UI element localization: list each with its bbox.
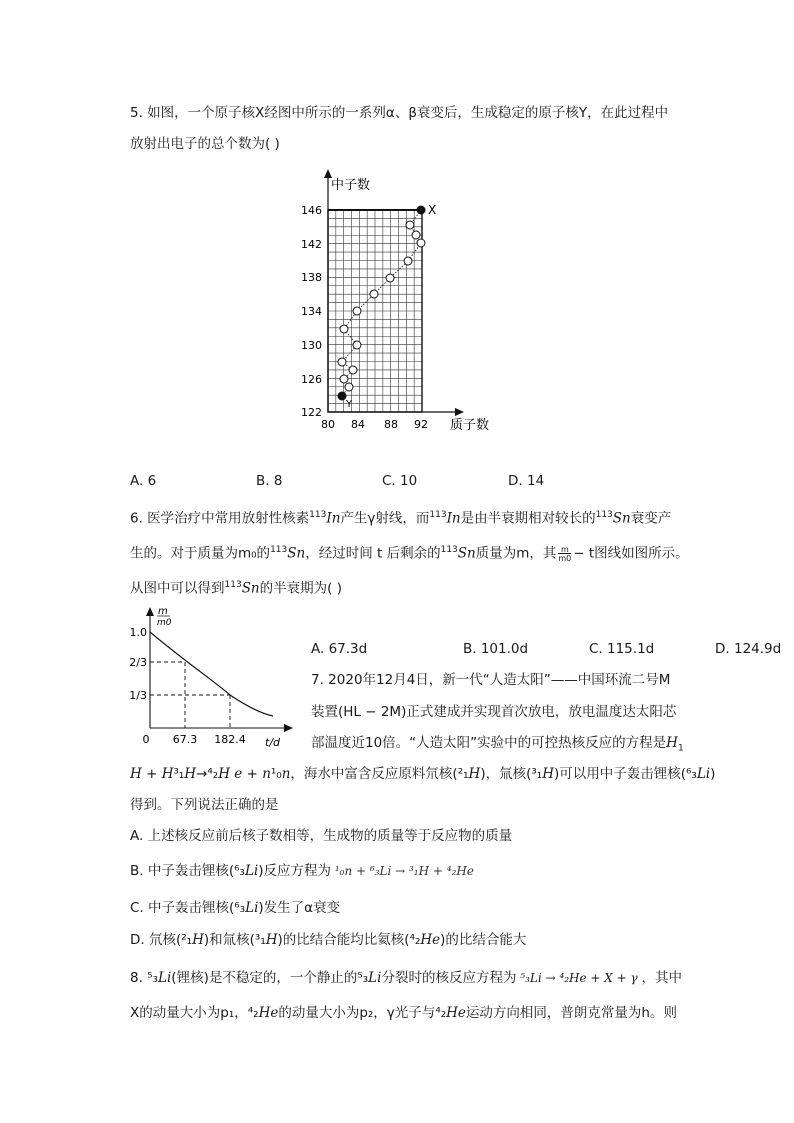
q5-path-point (340, 375, 348, 383)
q6-option-c[interactable]: C. 115.1d (589, 641, 655, 657)
q5-path-point (412, 231, 420, 239)
q5-stem-line2: 放射出电子的总个数为( ) (130, 136, 280, 152)
q6-x-tick: 182.4 (214, 733, 246, 746)
q6-option-a[interactable]: A. 67.3d (311, 641, 368, 657)
q5-y-tick: 122 (301, 406, 322, 419)
q7-stem-line1: 7. 2020年12月4日，新一代“人造太阳”——中国环流二号M (311, 672, 671, 688)
q6-x-axis-label: t/d (265, 736, 281, 749)
q5-y-tick: 146 (301, 204, 322, 217)
q8-stem-line2: X的动量大小为p₁，⁴₂He的动量大小为p₂，γ光子与⁴₂He运动方向相同，普朗克常量为h。则 (130, 1005, 677, 1021)
q5-path-point (386, 274, 394, 282)
q8-stem-line1: 8. ⁵₃Li(锂核)是不稳定的，一个静止的⁵₃Li分裂时的核反应方程为 ⁵₃Li → ⁴₂He + X + γ ，其中 (130, 970, 682, 986)
q6-y-label-den: m0 (157, 618, 172, 628)
q7-stem-line3: 部温度近10倍。“人造太阳”实验中的可控热核反应的方程是$H_1$ (311, 735, 684, 754)
q5-option-d[interactable]: D. 14 (508, 473, 545, 489)
q5-path-point (349, 366, 357, 374)
q5-decay-chart (300, 165, 500, 435)
q5-path-point (345, 383, 353, 391)
q5-x-tick: 80 (321, 418, 335, 431)
q5-option-a[interactable]: A. 6 (130, 473, 157, 489)
q6-y-tick: 1/3 (129, 689, 147, 702)
q5-path-point (353, 341, 361, 349)
q5-x-tick: 92 (414, 418, 428, 431)
q5-path-point (370, 290, 378, 298)
q7-stem-line4: H + H³₁H→⁴₂H e + n¹₀n，海水中富含反应原料氘核(²₁H)，氚核(³₁H)可以用中子轰击锂核(⁶₃Li) (130, 766, 716, 782)
q6-y-tick: 1.0 (129, 626, 147, 639)
q6-stem-line3: 从图中可以得到$^{113}$Sn的半衰期为( ) (130, 580, 342, 597)
q5-x-tick: 88 (384, 418, 398, 431)
q5-path-point (406, 221, 414, 229)
q7-stem-line5: 得到。下列说法正确的是 (130, 797, 279, 813)
q7-option-b[interactable]: B. 中子轰击锂核(⁶₃Li)反应方程为 ¹₀n + ⁶₃Li → ³₁H + ⁴₂He (130, 863, 474, 879)
q5-x-axis-label: 质子数 (450, 418, 490, 433)
q5-option-b[interactable]: B. 8 (256, 473, 283, 489)
q5-y-axis-label: 中子数 (331, 178, 371, 193)
q5-path-point (340, 325, 348, 333)
q7-option-d[interactable]: D. 氘核(²₁H)和氚核(³₁H)的比结合能均比氦核(⁴₂He)的比结合能大 (130, 932, 527, 948)
q5-x-tick: 84 (351, 418, 365, 431)
q5-point-x (417, 206, 426, 215)
q5-y-tick: 138 (301, 271, 322, 284)
q6-y-label-num: m (158, 606, 168, 617)
q5-y-tick: 134 (301, 305, 322, 318)
q6-x-tick: 67.3 (172, 733, 198, 746)
q5-path-point (353, 307, 361, 315)
q5-stem-line1: 5. 如图，一个原子核X经图中所示的一系列α、β衰变后，生成稳定的原子核Y，在此过程中 (130, 105, 669, 121)
q7-option-a[interactable]: A. 上述核反应前后核子数相等，生成物的质量等于反应物的质量 (130, 828, 513, 844)
q5-y-tick: 130 (301, 339, 322, 352)
q5-option-c[interactable]: C. 10 (382, 473, 418, 489)
q6-stem-line2: 生的。对于质量为m₀的$^{113}$Sn，经过时间 t 后剩余的$^{113}$Sn质量为m，其 $\frac{m}{m0} - t$图线如图所示。 (130, 544, 689, 563)
q5-path-point (338, 358, 346, 366)
q5-path-point (404, 257, 412, 265)
q7-stem-line2: 装置(HL − 2M)正式建成并实现首次放电，放电温度达太阳芯 (311, 704, 677, 720)
q6-y-tick: 2/3 (129, 656, 147, 669)
q7-option-c[interactable]: C. 中子轰击锂核(⁶₃Li)发生了α衰变 (130, 900, 341, 916)
q5-point-x-label: X (428, 203, 437, 217)
q5-y-tick: 126 (301, 373, 322, 386)
q5-y-tick: 142 (301, 238, 322, 251)
q6-stem-line1: 6. 医学治疗中常用放射性核素$^{113}$In产生γ射线，而$^{113}$In是由半衰期相对较长的$^{113}$Sn衰变产 (130, 510, 672, 527)
q6-decay-curve (150, 632, 273, 716)
q6-decay-curve-chart (128, 602, 298, 752)
q6-option-b[interactable]: B. 101.0d (463, 641, 529, 657)
q6-option-d[interactable]: D. 124.9d (715, 641, 782, 657)
q5-path-point (417, 239, 425, 247)
q5-point-y-label: Y (346, 399, 353, 410)
q6-x-tick: 0 (142, 733, 150, 746)
